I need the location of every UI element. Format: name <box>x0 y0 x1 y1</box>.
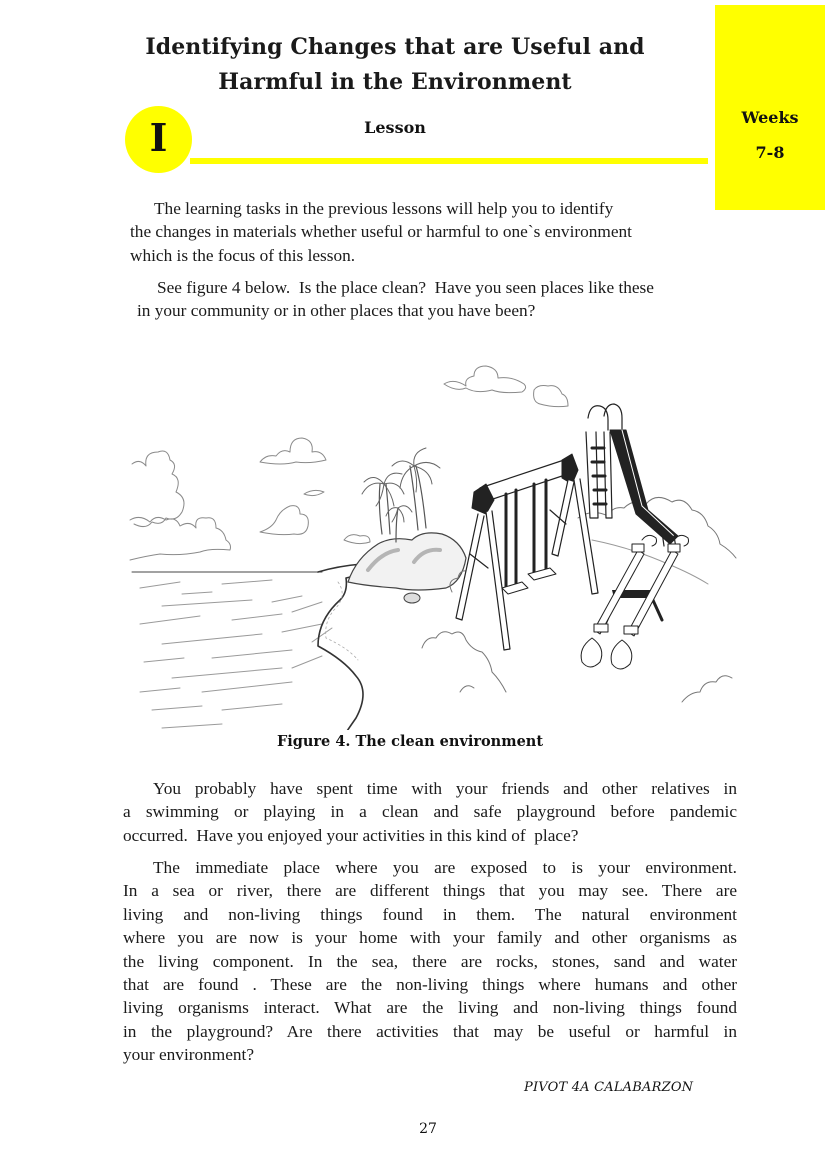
text-line: See figure 4 below. Is the place clean? Have you seen places like these <box>157 278 654 297</box>
lesson-label: Lesson <box>364 118 426 137</box>
page-title-line-1: Identifying Changes that are Useful and <box>145 34 645 60</box>
seesaw <box>581 535 688 669</box>
text-line: You probably have spent time with your friends and other relatives in <box>153 779 737 798</box>
slide <box>586 404 678 548</box>
text-line: The immediate place where you are exposed to is your environment. <box>153 858 737 877</box>
text-line: the changes in materials whether useful or harmful to one`s environment <box>130 222 632 242</box>
text-line: in the playground? Are there activities that may be useful or harmful in <box>123 1021 737 1041</box>
lesson-underline-bar <box>190 158 708 164</box>
text-line: living organisms interact. What are the living and non-living things found <box>123 998 737 1018</box>
cloud-near-island <box>344 535 370 544</box>
cloud-left <box>132 451 184 527</box>
text-line: where you are now is your home with your family and other organisms as <box>123 928 737 948</box>
intro-paragraph-2 <box>137 276 737 323</box>
cloud-left-lower <box>130 517 231 560</box>
text-line: which is the focus of this lesson. <box>130 245 356 265</box>
body-paragraph-4 <box>123 856 737 1067</box>
publisher-footer: PIVOT 4A CALABARZON <box>524 1080 694 1095</box>
text-line: that are found . These are the non-living things where humans and other <box>123 975 737 995</box>
cloud-mid-small <box>304 490 324 495</box>
cloud-top-right-1 <box>444 366 526 393</box>
island-with-palm-trees <box>348 448 466 603</box>
text-line: In a sea or river, there are different things that you may see. There are <box>123 881 737 901</box>
cloud-mid-bottom <box>260 506 308 535</box>
text-line: a swimming or playing in a clean and safe playground before pandemic <box>123 802 737 822</box>
text-line: living and non-living things found in them. The natural environment <box>123 904 737 924</box>
swing-set <box>456 454 598 650</box>
text-line: in your community or in other places that you have been? <box>137 301 536 321</box>
figure-4-illustration <box>122 362 746 730</box>
lesson-letter: I <box>149 115 168 160</box>
page-title-line-2: Harmful in the Environment <box>218 69 572 95</box>
weeks-range: 7-8 <box>755 143 785 162</box>
text-line: The learning tasks in the previous lessons will help you to identify <box>154 199 614 218</box>
clouds <box>130 366 568 560</box>
text-line: occurred. Have you enjoyed your activities in this kind of place? <box>123 825 579 845</box>
page-number: 27 <box>419 1121 437 1137</box>
figure-caption: Figure 4. The clean environment <box>276 733 544 750</box>
weeks-label: Weeks <box>741 108 799 127</box>
body-paragraph-3 <box>123 777 737 847</box>
cloud-top-right-2 <box>534 386 568 407</box>
beach <box>318 564 363 730</box>
bushes <box>422 497 736 702</box>
page-title <box>100 30 690 100</box>
text-line: the living component. In the sea, there are rocks, stones, sand and water <box>123 951 737 971</box>
cloud-mid-top <box>260 438 326 464</box>
sea <box>132 572 332 728</box>
text-line: your environment? <box>123 1045 255 1065</box>
intro-paragraph-1 <box>130 197 730 267</box>
